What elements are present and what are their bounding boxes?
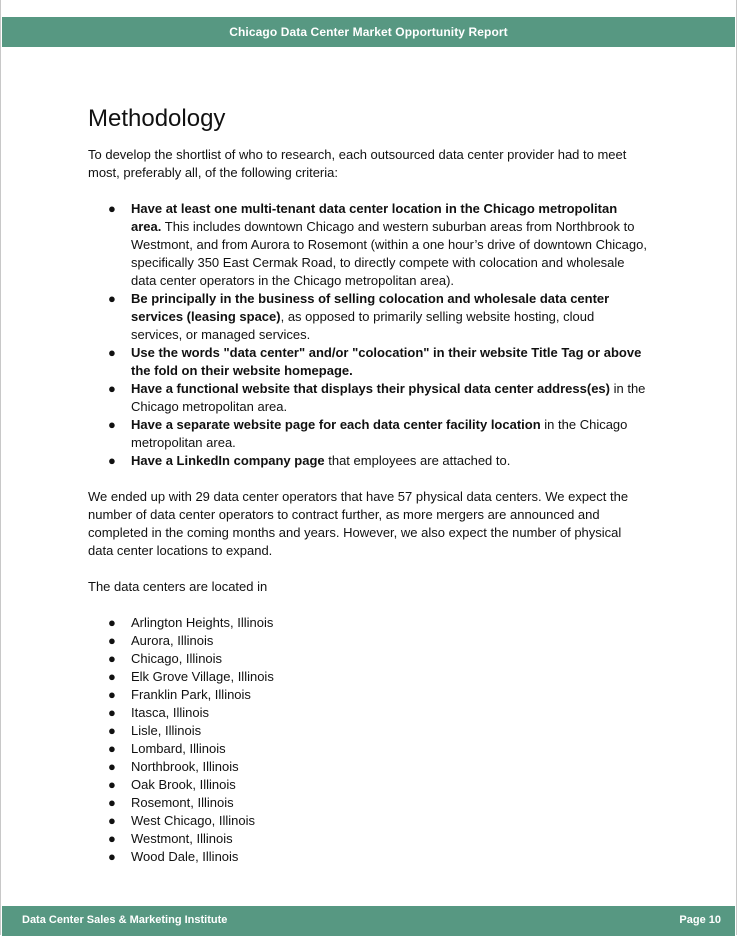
city-name: Rosemont, Illinois: [131, 795, 234, 810]
city-name: Aurora, Illinois: [131, 633, 214, 648]
criteria-text: that employees are attached to.: [324, 453, 511, 468]
criteria-bold: Have at least one multi-tenant data center location in the Chicago metropolitan area.: [131, 201, 618, 234]
criteria-bold: Have a separate website page for each data center facility location: [131, 417, 541, 432]
criteria-text: in the Chicago metropolitan area.: [131, 381, 646, 414]
bullet-icon: ●: [108, 687, 116, 702]
city-item: [88, 740, 648, 758]
city-name: Oak Brook, Illinois: [131, 777, 236, 792]
bullet-icon: ●: [108, 651, 116, 666]
city-name: Westmont, Illinois: [131, 831, 233, 846]
criteria-item: [88, 290, 648, 344]
bullet-icon: ●: [108, 291, 116, 306]
criteria-text: This includes downtown Chicago and western suburban areas from Northbrook to Westmont, and from Aurora to Rosemont (within a one hour’s drive of downtown Chicago, specifically 350 East Cermak Road, to directly compete with colocation and wholesale data center operators in the Chicago metropolitan area).: [131, 219, 647, 288]
criteria-bold: Have a functional website that displays their physical data center address(es): [131, 381, 610, 396]
city-name: Arlington Heights, Illinois: [131, 615, 274, 630]
criteria-bold: Have a LinkedIn company page: [131, 453, 325, 468]
bullet-icon: ●: [108, 831, 116, 846]
bullet-icon: ●: [108, 381, 116, 396]
city-item: [88, 632, 648, 650]
section-heading: Methodology: [88, 105, 226, 132]
bullet-icon: ●: [108, 777, 116, 792]
page-number: Page 10: [679, 914, 721, 926]
intro-paragraph: To develop the shortlist of who to research, each outsourced data center provider had to meet most, preferably all, of the following criteria:: [88, 147, 627, 180]
criteria-item: [88, 344, 648, 380]
city-item: [88, 668, 648, 686]
city-name: Northbrook, Illinois: [131, 759, 239, 774]
bullet-icon: ●: [108, 633, 116, 648]
bullet-icon: ●: [108, 759, 116, 774]
bullet-icon: ●: [108, 417, 116, 432]
summary-paragraph: We ended up with 29 data center operators that have 57 physical data centers. We expect the number of data center operators to contract further, as more mergers are announced and completed in the coming months and years. However, we also expect the number of physical data center locations to expand.: [88, 489, 629, 558]
cities-list: [88, 614, 648, 866]
bullet-icon: ●: [108, 201, 116, 216]
city-name: Lombard, Illinois: [131, 741, 226, 756]
bullet-icon: ●: [108, 849, 116, 864]
city-item: [88, 758, 648, 776]
city-name: Wood Dale, Illinois: [131, 849, 239, 864]
footer-band: [2, 906, 735, 936]
bullet-icon: ●: [108, 705, 116, 720]
city-item: [88, 614, 648, 632]
criteria-bold: Use the words "data center" and/or "colocation" in their website Title Tag or above the fold on their website homepage.: [131, 345, 642, 378]
report-title: Chicago Data Center Market Opportunity Report: [229, 25, 508, 39]
bullet-icon: ●: [108, 453, 116, 468]
city-name: Elk Grove Village, Illinois: [131, 669, 274, 684]
header-band: [2, 17, 735, 47]
city-name: Lisle, Illinois: [131, 723, 202, 738]
city-item: [88, 776, 648, 794]
bullet-icon: ●: [108, 795, 116, 810]
criteria-item: [88, 452, 648, 470]
page-content: [88, 104, 648, 866]
criteria-text: , as opposed to primarily selling website hosting, cloud services, or managed services.: [131, 309, 595, 342]
city-item: [88, 794, 648, 812]
criteria-item: [88, 380, 648, 416]
city-item: [88, 812, 648, 830]
criteria-item: [88, 200, 648, 290]
city-item: [88, 830, 648, 848]
criteria-item: [88, 416, 648, 452]
criteria-list: [88, 200, 648, 470]
city-name: Franklin Park, Illinois: [131, 687, 251, 702]
city-name: Itasca, Illinois: [131, 705, 210, 720]
bullet-icon: ●: [108, 615, 116, 630]
city-item: [88, 722, 648, 740]
footer-organization: Data Center Sales & Marketing Institute: [22, 914, 228, 926]
criteria-text: in the Chicago metropolitan area.: [131, 417, 628, 450]
city-item: [88, 704, 648, 722]
bullet-icon: ●: [108, 345, 116, 360]
locations-intro: The data centers are located in: [88, 579, 268, 594]
city-item: [88, 686, 648, 704]
city-item: [88, 650, 648, 668]
city-name: West Chicago, Illinois: [131, 813, 256, 828]
city-name: Chicago, Illinois: [131, 651, 223, 666]
criteria-bold: Be principally in the business of selling colocation and wholesale data center services (leasing space): [131, 291, 610, 324]
bullet-icon: ●: [108, 669, 116, 684]
bullet-icon: ●: [108, 741, 116, 756]
bullet-icon: ●: [108, 813, 116, 828]
bullet-icon: ●: [108, 723, 116, 738]
city-item: [88, 848, 648, 866]
